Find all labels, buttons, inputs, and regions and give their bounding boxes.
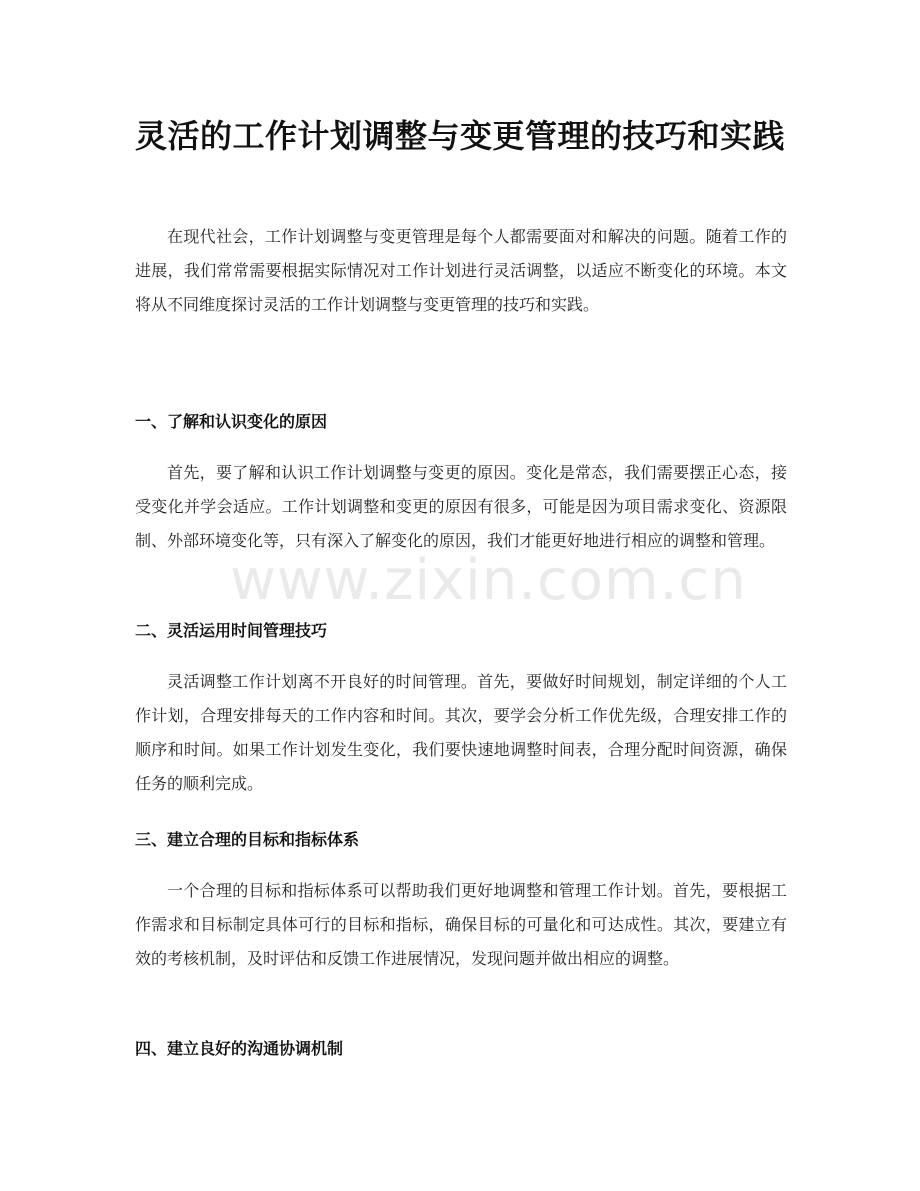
intro-paragraph: 在现代社会，工作计划调整与变更管理是每个人都需要面对和解决的问题。随着工作的进展，我们常常需要根据实际情况对工作计划进行灵活调整，以适应不断变化的环境。本文将从不同维度探讨灵活的工作计划调整与变更管理的技巧和实践。 bbox=[135, 227, 787, 314]
section-1-heading: 一、了解和认识变化的原因 bbox=[135, 412, 328, 431]
section-3-body: 一个合理的目标和指标体系可以帮助我们更好地调整和管理工作计划。首先，要根据工作需求和目标制定具体可行的目标和指标，确保目标的可量化和可达成性。其次，要建立有效的考核机制，及时评估和反馈工作进展情况，发现问题并做出相应的调整。 bbox=[135, 881, 787, 968]
section-1-body: 首先，要了解和认识工作计划调整与变更的原因。变化是常态，我们需要摆正心态，接受变化并学会适应。工作计划调整和变更的原因有很多，可能是因为项目需求变化、资源限制、外部环境变化等，只有深入了解变化的原因，我们才能更好地进行相应的调整和管理。 bbox=[135, 463, 787, 550]
document-title: 灵活的工作计划调整与变更管理的技巧和实践 bbox=[134, 117, 785, 155]
section-3-heading: 三、建立合理的目标和指标体系 bbox=[135, 830, 360, 849]
watermark: www.zixin.com.cn bbox=[230, 548, 747, 613]
section-2-body: 灵活调整工作计划离不开良好的时间管理。首先，要做好时间规划，制定详细的个人工作计划，合理安排每天的工作内容和时间。其次，要学会分析工作优先级，合理安排工作的顺序和时间。如果工作计划发生变化，我们要快速地调整时间表，合理分配时间资源，确保任务的顺利完成。 bbox=[135, 672, 787, 793]
section-2-heading: 二、灵活运用时间管理技巧 bbox=[135, 621, 328, 640]
section-4-heading: 四、建立良好的沟通协调机制 bbox=[135, 1039, 344, 1058]
